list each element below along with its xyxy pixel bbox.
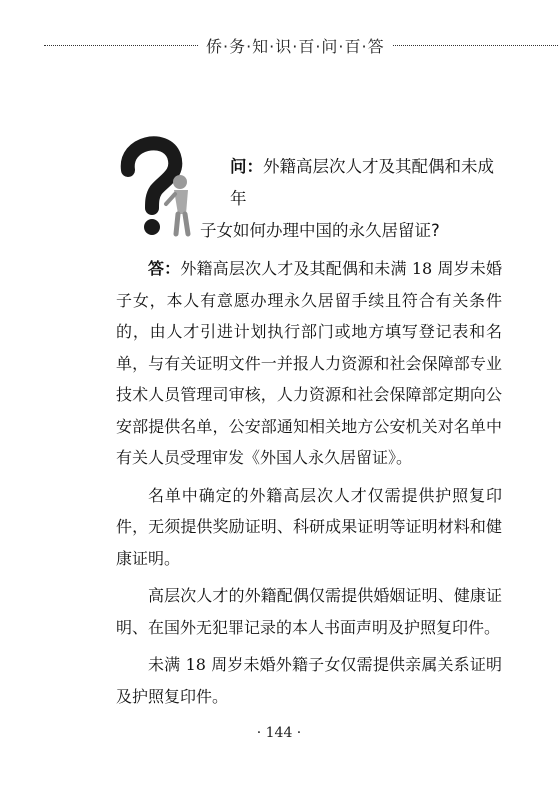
question-line-1 — [200, 151, 500, 215]
answer-paragraph-2: 名单中确定的外籍高层次人才仅需提供护照复印件，无须提供奖励证明、科研成果证明等证明材料和健康证明。 — [116, 485, 502, 568]
answer-label: 答： — [148, 259, 181, 278]
answer-text-1: 外籍高层次人才及其配偶和未满 18 周岁未婚子女，本人有意愿办理永久居留手续且符合有关条件的，由人才引进计划执行部门或地方填写登记表和名单，与有关证明文件一并报人力资源和社会保障部专业技术人员管理司审核，人力资源和社会保障部定期向公安部提供名单，公安部通知相关地方公安机关对名单中有关人员受理审发《外国人永久居留证》。 — [116, 259, 502, 467]
question-block — [200, 151, 500, 247]
question-figure-icon — [108, 130, 200, 240]
question-text-1: 外籍高层次人才及其配偶和未成年 — [230, 157, 494, 208]
question-line-2: 子女如何办理中国的永久居留证? — [200, 221, 440, 240]
answer-paragraph-3: 高层次人才的外籍配偶仅需提供婚姻证明、健康证明、在国外无犯罪记录的本人书面声明及护照复印件。 — [116, 586, 502, 637]
answer-body — [116, 253, 502, 718]
page-number: · 144 · — [256, 725, 302, 741]
running-header: 侨·务·知·识·百·问·百·答 — [198, 34, 393, 57]
question-label: 问： — [230, 157, 263, 176]
answer-paragraph-4: 未满 18 周岁未婚外籍子女仅需提供亲属关系证明及护照复印件。 — [116, 655, 502, 706]
answer-paragraph-1 — [116, 253, 502, 474]
